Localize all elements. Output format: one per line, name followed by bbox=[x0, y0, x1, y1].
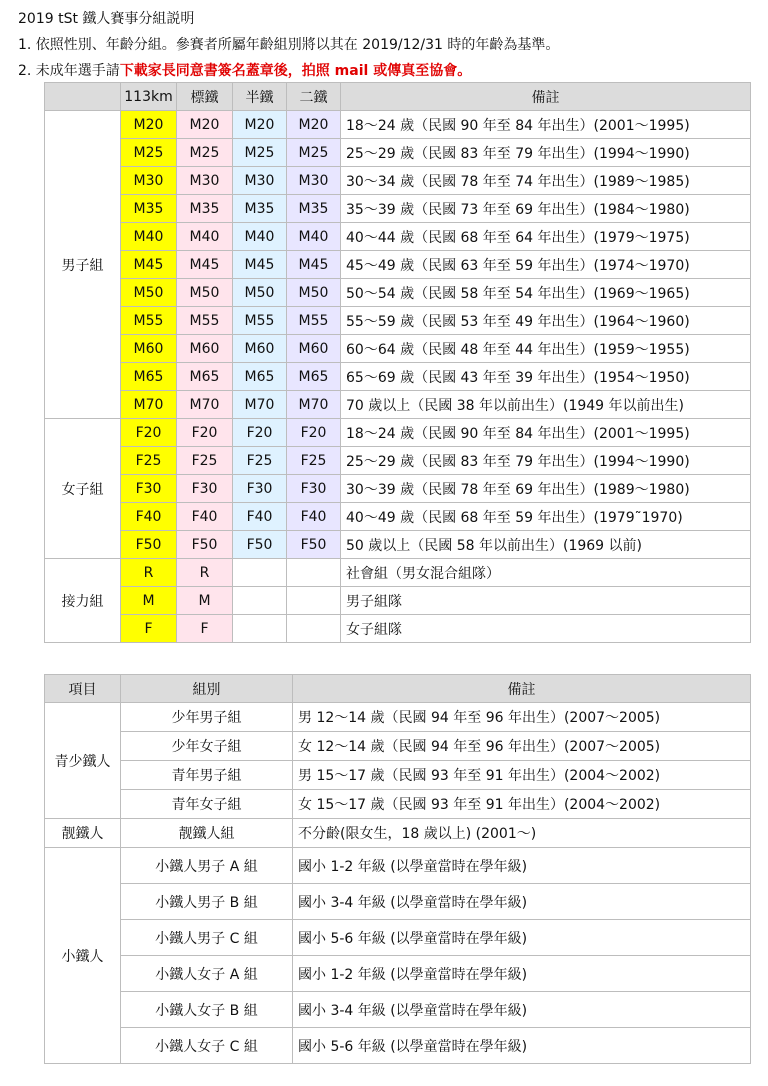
consent-form-link-text[interactable]: 下載家長同意書簽名蓋章後，拍照 mail 或傳真至協會。 bbox=[119, 63, 472, 79]
table-row bbox=[45, 447, 751, 475]
table-row bbox=[45, 703, 751, 732]
division-code-cell: F40 bbox=[121, 503, 177, 531]
remark-cell: 女 15～17 歲（民國 93 年至 91 年出生）(2004～2002) bbox=[293, 790, 751, 819]
remark-cell: 男子組隊 bbox=[341, 587, 751, 615]
division-code-cell: F50 bbox=[233, 531, 287, 559]
division-code-cell: F50 bbox=[177, 531, 233, 559]
division-name-cell: 小鐵人男子 A 組 bbox=[121, 848, 293, 884]
table-row bbox=[45, 363, 751, 391]
division-code-cell: F30 bbox=[287, 475, 341, 503]
division-code-cell: F30 bbox=[233, 475, 287, 503]
division-code-cell bbox=[287, 559, 341, 587]
remark-cell: 18～24 歲（民國 90 年至 84 年出生）(2001～1995) bbox=[341, 111, 751, 139]
division-code-cell bbox=[287, 587, 341, 615]
division-code-cell: M30 bbox=[177, 167, 233, 195]
division-code-cell: M bbox=[177, 587, 233, 615]
remark-cell: 18～24 歲（民國 90 年至 84 年出生）(2001～1995) bbox=[341, 419, 751, 447]
table-row bbox=[45, 475, 751, 503]
group-label: 靓鐵人 bbox=[45, 819, 121, 848]
division-code-cell: R bbox=[121, 559, 177, 587]
remark-cell: 男 12～14 歲（民國 94 年至 96 年出生）(2007～2005) bbox=[293, 703, 751, 732]
division-code-cell: M50 bbox=[287, 279, 341, 307]
division-code-cell: M65 bbox=[287, 363, 341, 391]
remark-cell: 男 15～17 歲（民國 93 年至 91 年出生）(2004～2002) bbox=[293, 761, 751, 790]
table-row bbox=[45, 503, 751, 531]
division-code-cell: F50 bbox=[287, 531, 341, 559]
group-label: 青少鐵人 bbox=[45, 703, 121, 819]
table-row bbox=[45, 761, 751, 790]
division-code-cell: M25 bbox=[287, 139, 341, 167]
division-code-cell: M35 bbox=[121, 195, 177, 223]
division-code-cell: F20 bbox=[177, 419, 233, 447]
remark-cell: 65～69 歲（民國 43 年至 39 年出生）(1954～1950) bbox=[341, 363, 751, 391]
table-header-cell: 備註 bbox=[293, 675, 751, 703]
table-row bbox=[45, 587, 751, 615]
division-code-cell: M65 bbox=[121, 363, 177, 391]
table-row bbox=[45, 1028, 751, 1064]
division-code-cell bbox=[233, 615, 287, 643]
table-row bbox=[45, 111, 751, 139]
division-name-cell: 小鐵人女子 A 組 bbox=[121, 956, 293, 992]
table-row bbox=[45, 279, 751, 307]
division-code-cell bbox=[233, 559, 287, 587]
division-code-cell: M45 bbox=[287, 251, 341, 279]
division-code-cell: F20 bbox=[121, 419, 177, 447]
table-row bbox=[45, 167, 751, 195]
division-code-cell: M25 bbox=[177, 139, 233, 167]
division-code-cell: M70 bbox=[121, 391, 177, 419]
table-row bbox=[45, 790, 751, 819]
table-row bbox=[45, 992, 751, 1028]
division-code-cell: M35 bbox=[177, 195, 233, 223]
table-row bbox=[45, 884, 751, 920]
division-code-cell: R bbox=[177, 559, 233, 587]
division-name-cell: 靓鐵人組 bbox=[121, 819, 293, 848]
division-code-cell: M60 bbox=[233, 335, 287, 363]
remark-cell: 女 12～14 歲（民國 94 年至 96 年出生）(2007～2005) bbox=[293, 732, 751, 761]
division-name-cell: 少年男子組 bbox=[121, 703, 293, 732]
division-code-cell: M20 bbox=[121, 111, 177, 139]
division-table bbox=[44, 82, 751, 643]
group-label: 接力組 bbox=[45, 559, 121, 643]
remark-cell: 不分齡(限女生，18 歲以上) (2001～) bbox=[293, 819, 751, 848]
remark-cell: 60～64 歲（民國 48 年至 44 年出生）(1959～1955) bbox=[341, 335, 751, 363]
remark-cell: 社會組（男女混合組隊） bbox=[341, 559, 751, 587]
table-row bbox=[45, 531, 751, 559]
page-title: 2019 tSt 鐵人賽事分組説明 bbox=[18, 11, 195, 27]
division-code-cell: M30 bbox=[121, 167, 177, 195]
remark-cell: 45～49 歲（民國 63 年至 59 年出生）(1974～1970) bbox=[341, 251, 751, 279]
division-code-cell: M20 bbox=[233, 111, 287, 139]
table-row bbox=[45, 251, 751, 279]
division-code-cell: F40 bbox=[287, 503, 341, 531]
division-code-cell: M40 bbox=[121, 223, 177, 251]
division-code-cell: M45 bbox=[233, 251, 287, 279]
remark-cell: 30～34 歲（民國 78 年至 74 年出生）(1989～1985) bbox=[341, 167, 751, 195]
division-code-cell: M60 bbox=[121, 335, 177, 363]
table-header-cell: 項目 bbox=[45, 675, 121, 703]
remark-cell: 25～29 歲（民國 83 年至 79 年出生）(1994～1990) bbox=[341, 139, 751, 167]
table-row bbox=[45, 195, 751, 223]
remark-cell: 55～59 歲（民國 53 年至 49 年出生）(1964～1960) bbox=[341, 307, 751, 335]
division-code-cell: M35 bbox=[287, 195, 341, 223]
division-code-cell: M70 bbox=[177, 391, 233, 419]
remark-cell: 40～49 歲（民國 68 年至 59 年出生）(1979˜1970) bbox=[341, 503, 751, 531]
division-code-cell: M20 bbox=[287, 111, 341, 139]
table-row bbox=[45, 615, 751, 643]
division-code-cell: M30 bbox=[233, 167, 287, 195]
division-code-cell: M55 bbox=[233, 307, 287, 335]
remark-cell: 30～39 歲（民國 78 年至 69 年出生）(1989～1980) bbox=[341, 475, 751, 503]
table-row bbox=[45, 920, 751, 956]
table-row bbox=[45, 559, 751, 587]
remark-cell: 70 歲以上（民國 38 年以前出生）(1949 年以前出生) bbox=[341, 391, 751, 419]
division-name-cell: 小鐵人女子 C 組 bbox=[121, 1028, 293, 1064]
table-header-row bbox=[45, 83, 751, 111]
division-name-cell: 小鐵人女子 B 組 bbox=[121, 992, 293, 1028]
division-code-cell: M70 bbox=[287, 391, 341, 419]
division-code-cell: M45 bbox=[121, 251, 177, 279]
division-code-cell: M50 bbox=[233, 279, 287, 307]
table-row bbox=[45, 956, 751, 992]
remark-cell: 50～54 歲（民國 58 年至 54 年出生）(1969～1965) bbox=[341, 279, 751, 307]
division-code-cell: F30 bbox=[177, 475, 233, 503]
table-header-cell: 組別 bbox=[121, 675, 293, 703]
table-header-cell: 113km bbox=[121, 83, 177, 111]
division-code-cell: F20 bbox=[233, 419, 287, 447]
division-code-cell: M65 bbox=[177, 363, 233, 391]
division-name-cell: 青年女子組 bbox=[121, 790, 293, 819]
table-row bbox=[45, 335, 751, 363]
remark-cell: 國小 1-2 年級 (以學童當時在學年級) bbox=[293, 956, 751, 992]
division-code-cell: M50 bbox=[121, 279, 177, 307]
division-code-cell: F25 bbox=[177, 447, 233, 475]
remark-cell: 40～44 歲（民國 68 年至 64 年出生）(1979～1975) bbox=[341, 223, 751, 251]
remark-cell: 25～29 歲（民國 83 年至 79 年出生）(1994～1990) bbox=[341, 447, 751, 475]
division-code-cell: F20 bbox=[287, 419, 341, 447]
division-code-cell: F25 bbox=[287, 447, 341, 475]
division-code-cell: M20 bbox=[177, 111, 233, 139]
division-code-cell: M60 bbox=[177, 335, 233, 363]
division-code-cell: M30 bbox=[287, 167, 341, 195]
division-code-cell: M45 bbox=[177, 251, 233, 279]
division-code-cell: M40 bbox=[177, 223, 233, 251]
remark-cell: 國小 3-4 年級 (以學童當時在學年級) bbox=[293, 884, 751, 920]
division-name-cell: 青年男子組 bbox=[121, 761, 293, 790]
remark-cell: 35～39 歲（民國 73 年至 69 年出生）(1984～1980) bbox=[341, 195, 751, 223]
table-row bbox=[45, 391, 751, 419]
table-row bbox=[45, 139, 751, 167]
remark-cell: 國小 5-6 年級 (以學童當時在學年級) bbox=[293, 1028, 751, 1064]
table-header-cell bbox=[45, 83, 121, 111]
division-name-cell: 小鐵人男子 C 組 bbox=[121, 920, 293, 956]
division-code-cell: M55 bbox=[177, 307, 233, 335]
table-row bbox=[45, 732, 751, 761]
division-code-cell: F bbox=[121, 615, 177, 643]
division-name-cell: 少年女子組 bbox=[121, 732, 293, 761]
table-row bbox=[45, 307, 751, 335]
table-row bbox=[45, 848, 751, 884]
remark-cell: 女子組隊 bbox=[341, 615, 751, 643]
division-code-cell: M60 bbox=[287, 335, 341, 363]
note-minor-consent bbox=[18, 60, 471, 80]
note-minor-prefix: 2. 未成年選手請 bbox=[18, 63, 120, 79]
division-code-cell: M50 bbox=[177, 279, 233, 307]
note-age-basis: 1. 依照性別、年齡分組。參賽者所屬年齡組別將以其在 2019/12/31 時的年齡為基準。 bbox=[18, 37, 560, 53]
division-code-cell: M40 bbox=[287, 223, 341, 251]
division-code-cell: F bbox=[177, 615, 233, 643]
division-code-cell: M55 bbox=[121, 307, 177, 335]
table-row bbox=[45, 223, 751, 251]
remark-cell: 國小 1-2 年級 (以學童當時在學年級) bbox=[293, 848, 751, 884]
division-code-cell: M25 bbox=[233, 139, 287, 167]
group-label: 女子組 bbox=[45, 419, 121, 559]
division-code-cell: F40 bbox=[233, 503, 287, 531]
division-code-cell: M40 bbox=[233, 223, 287, 251]
division-code-cell: M70 bbox=[233, 391, 287, 419]
table-header-row bbox=[45, 675, 751, 703]
division-code-cell: M25 bbox=[121, 139, 177, 167]
division-name-cell: 小鐵人男子 B 組 bbox=[121, 884, 293, 920]
group-label: 男子組 bbox=[45, 111, 121, 419]
division-code-cell: F25 bbox=[233, 447, 287, 475]
table-header-cell: 備註 bbox=[341, 83, 751, 111]
division-code-cell: M55 bbox=[287, 307, 341, 335]
remark-cell: 50 歲以上（民國 58 年以前出生）(1969 以前) bbox=[341, 531, 751, 559]
division-code-cell: F50 bbox=[121, 531, 177, 559]
remark-cell: 國小 3-4 年級 (以學童當時在學年級) bbox=[293, 992, 751, 1028]
table-row bbox=[45, 819, 751, 848]
table-row bbox=[45, 419, 751, 447]
division-code-cell bbox=[233, 587, 287, 615]
division-code-cell: F40 bbox=[177, 503, 233, 531]
table-header-cell: 二鐵 bbox=[287, 83, 341, 111]
division-code-cell: F25 bbox=[121, 447, 177, 475]
division-code-cell: F30 bbox=[121, 475, 177, 503]
division-code-cell: M35 bbox=[233, 195, 287, 223]
group-label: 小鐵人 bbox=[45, 848, 121, 1064]
youth-division-table bbox=[44, 674, 751, 1064]
table-header-cell: 半鐵 bbox=[233, 83, 287, 111]
division-code-cell bbox=[287, 615, 341, 643]
division-code-cell: M65 bbox=[233, 363, 287, 391]
remark-cell: 國小 5-6 年級 (以學童當時在學年級) bbox=[293, 920, 751, 956]
table-header-cell: 標鐵 bbox=[177, 83, 233, 111]
division-code-cell: M bbox=[121, 587, 177, 615]
